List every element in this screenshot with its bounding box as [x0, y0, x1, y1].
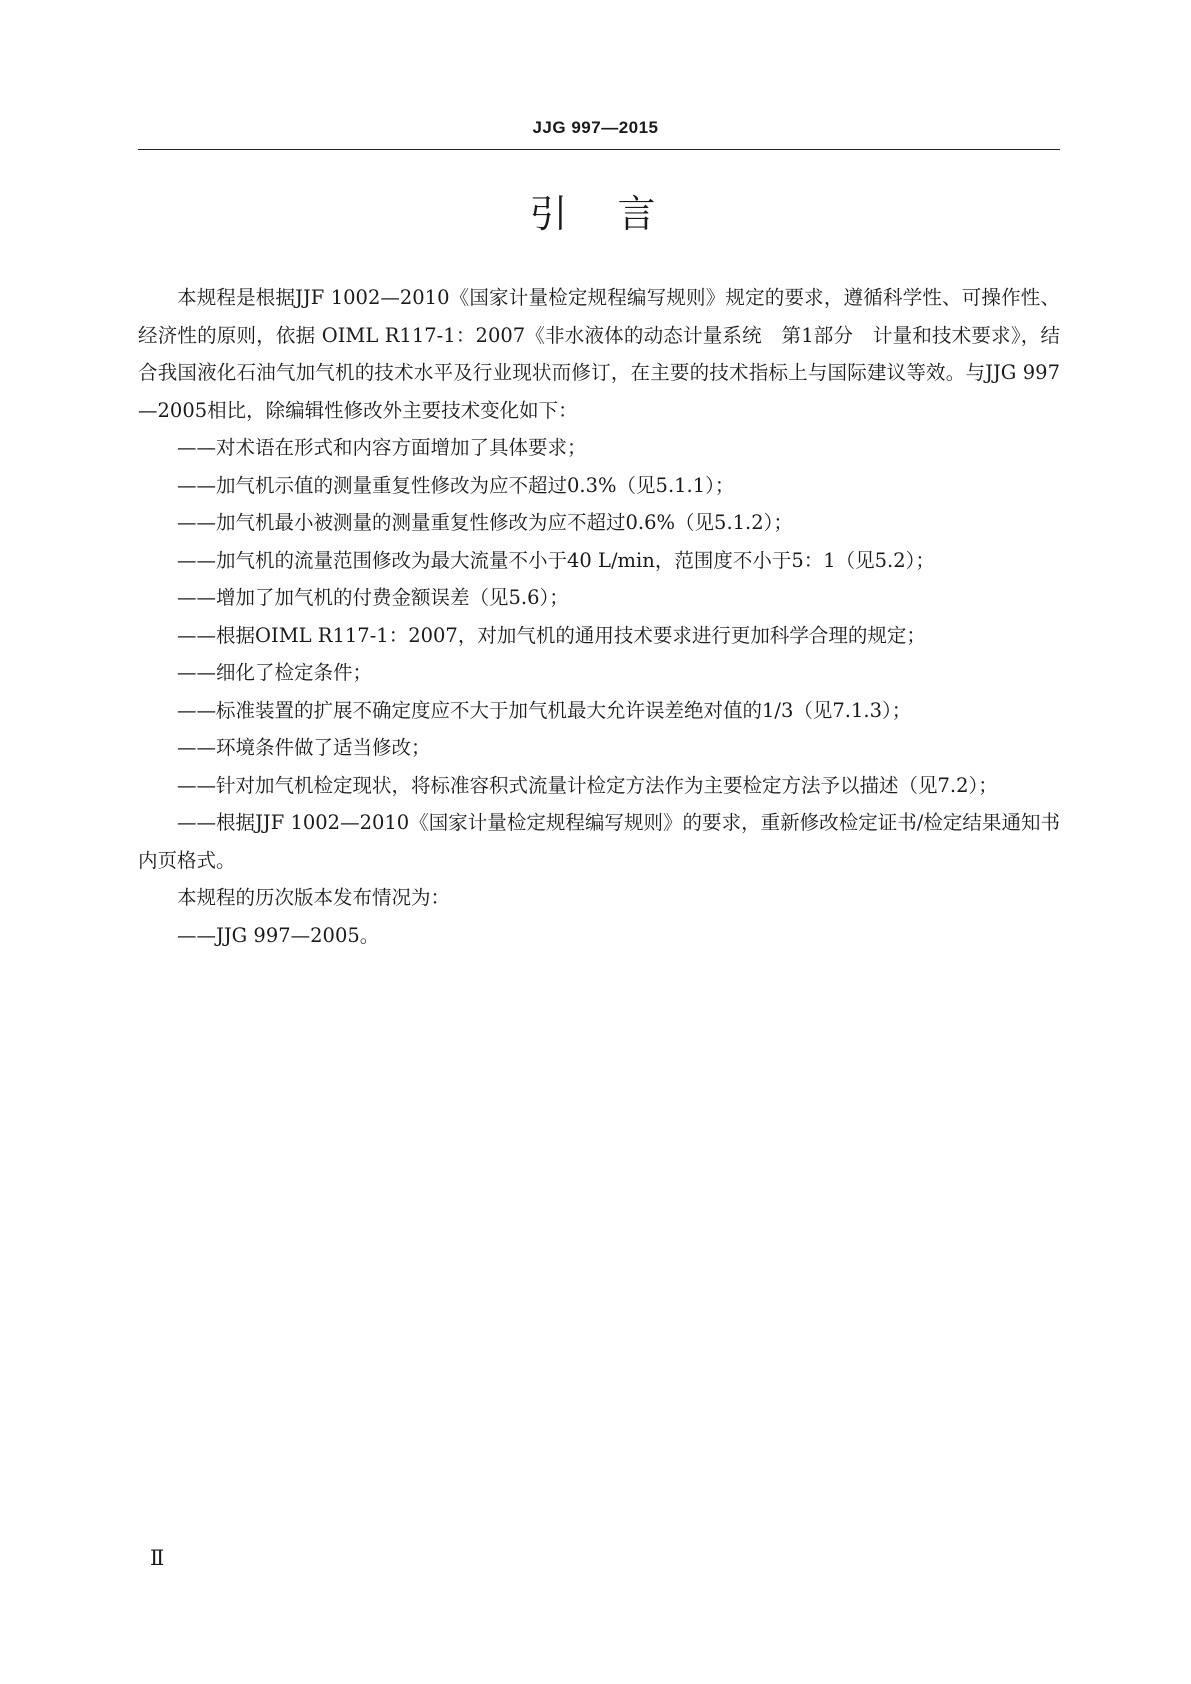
change-item-flow-range: ——加气机的流量范围修改为最大流量不小于40 L/min，范围度不小于5：1（见5.2）；	[177, 548, 935, 572]
change-item-uncertainty: ——标准装置的扩展不确定度应不大于加气机最大允许误差绝对值的1/3（见7.1.3）；	[177, 698, 912, 722]
change-item-verification-conditions: ——细化了检定条件；	[177, 661, 373, 684]
running-header: JJG 997—2015	[532, 118, 659, 137]
change-item-payment-error: ——增加了加气机的付费金额误差（见5.6）；	[177, 586, 569, 609]
change-item-certificate-format: ——根据JJF 1002—2010《国家计量检定规程编写规则》的要求，重新修改检定证书/检定结果通知书内页格式。	[138, 811, 1060, 872]
body-text	[138, 279, 1060, 954]
change-item-general-requirements: ——根据OIML R117-1：2007，对加气机的通用技术要求进行更加科学合理的规定；	[177, 623, 926, 647]
page-title: 引 言	[529, 192, 662, 236]
change-item-verification-method: ——针对加气机检定现状，将标准容积式流量计检定方法作为主要检定方法予以描述（见7.2）；	[177, 773, 998, 797]
change-item-min-quantity-repeatability: ——加气机最小被测量的测量重复性修改为应不超过0.6%（见5.1.2）；	[177, 511, 793, 534]
history-item: ——JJG 997—2005。	[177, 923, 380, 947]
intro-paragraph: 本规程是根据JJF 1002—2010《国家计量检定规程编写规则》规定的要求，遵循科学性、可操作性、经济性的原则，依据 OIML R117-1：2007《非水液体的动态计量系统 第1部分 计量和技术要求》，结合我国液化石油气加气机的技术水平及行业现状而修订，在主要的技术指标上与国际建议等效。与JJG 997—2005相比，除编辑性修改外主要技术变化如下：	[138, 286, 1060, 422]
change-item-environment: ——环境条件做了适当修改；	[177, 736, 431, 759]
change-item-terms: ——对术语在形式和内容方面增加了具体要求；	[177, 436, 587, 459]
history-paragraph: 本规程的历次版本发布情况为：	[177, 886, 451, 909]
change-item-repeatability: ——加气机示值的测量重复性修改为应不超过0.3%（见5.1.1）；	[177, 473, 735, 497]
header-rule	[138, 149, 1060, 150]
page-number: Ⅱ	[150, 1546, 165, 1570]
